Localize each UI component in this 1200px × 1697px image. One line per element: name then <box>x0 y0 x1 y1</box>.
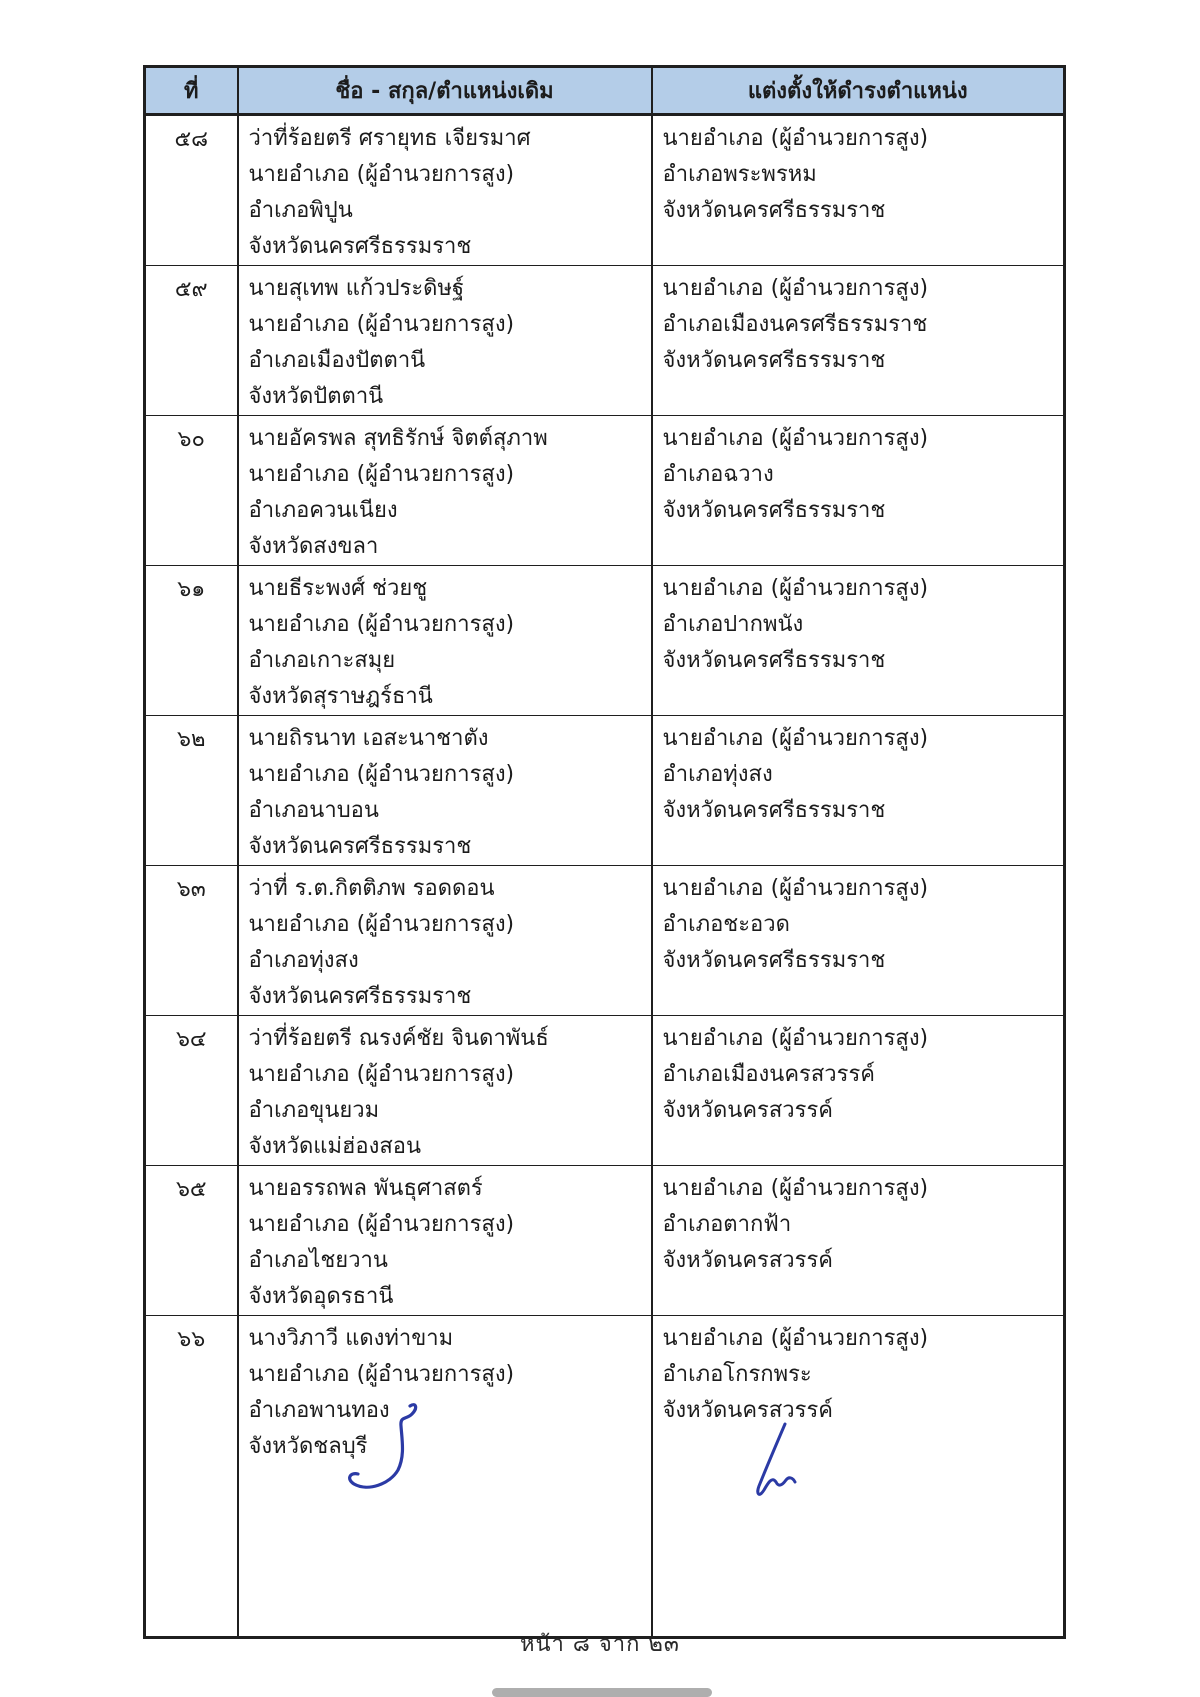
row-number: ๖๐ <box>145 416 238 566</box>
header-appointed-position: แต่งตั้งให้ดำรงตำแหน่ง <box>652 67 1065 115</box>
appointed-title: นายอำเภอ (ผู้อำนวยการสูง) <box>662 1326 929 1351</box>
table-row <box>145 566 1065 716</box>
former-province: จังหวัดสงขลา <box>248 534 379 559</box>
appointed-title: นายอำเภอ (ผู้อำนวยการสูง) <box>662 276 929 301</box>
row-number: ๖๑ <box>145 566 238 716</box>
former-title: นายอำเภอ (ผู้อำนวยการสูง) <box>248 1362 515 1387</box>
appointed-province: จังหวัดนครศรีธรรมราช <box>662 348 886 373</box>
former-district: อำเภอนาบอน <box>248 798 379 823</box>
former-title: นายอำเภอ (ผู้อำนวยการสูง) <box>248 612 515 637</box>
former-province: จังหวัดสุราษฎร์ธานี <box>248 684 433 709</box>
former-district: อำเภอเมืองปัตตานี <box>248 348 426 373</box>
table-row <box>145 266 1065 416</box>
person-name: ว่าที่ร้อยตรี ศรายุทธ เจียรมาศ <box>248 126 531 151</box>
appointed-position-cell <box>652 115 1065 266</box>
person-name: นายธีระพงศ์ ช่วยชู <box>248 576 428 601</box>
former-district: อำเภอไชยวาน <box>248 1248 388 1273</box>
former-province: จังหวัดนครศรีธรรมราช <box>248 234 472 259</box>
person-name: ว่าที่ ร.ต.กิตติภพ รอดดอน <box>248 876 495 901</box>
appointed-title: นายอำเภอ (ผู้อำนวยการสูง) <box>662 876 929 901</box>
table-row <box>145 1166 1065 1316</box>
appointed-province: จังหวัดนครสวรรค์ <box>662 1098 833 1123</box>
appointed-province: จังหวัดนครสวรรค์ <box>662 1248 833 1273</box>
person-name: นางวิภาวี แดงท่าขาม <box>248 1326 454 1351</box>
appointed-province: จังหวัดนครศรีธรรมราช <box>662 798 886 823</box>
former-title: นายอำเภอ (ผู้อำนวยการสูง) <box>248 1062 515 1087</box>
former-position-cell <box>238 416 652 566</box>
former-district: อำเภอขุนยวม <box>248 1098 380 1123</box>
appointed-district: อำเภอเมืองนครศรีธรรมราช <box>662 312 928 337</box>
person-name: นายอัครพล สุทธิรักษ์ จิตต์สุภาพ <box>248 426 548 451</box>
appointment-table <box>143 65 1066 1639</box>
table-row <box>145 1016 1065 1166</box>
row-number: ๖๖ <box>145 1316 238 1638</box>
appointed-province: จังหวัดนครศรีธรรมราช <box>662 198 886 223</box>
appointed-position-cell <box>652 566 1065 716</box>
table-row <box>145 115 1065 266</box>
former-province: จังหวัดนครศรีธรรมราช <box>248 834 472 859</box>
former-district: อำเภอพิปูน <box>248 198 353 223</box>
appointed-position-cell <box>652 866 1065 1016</box>
appointed-title: นายอำเภอ (ผู้อำนวยการสูง) <box>662 126 929 151</box>
former-title: นายอำเภอ (ผู้อำนวยการสูง) <box>248 762 515 787</box>
table-header-row <box>145 67 1065 115</box>
former-position-cell <box>238 115 652 266</box>
former-province: จังหวัดอุดรธานี <box>248 1284 394 1309</box>
former-position-cell <box>238 866 652 1016</box>
appointed-province: จังหวัดนครศรีธรรมราช <box>662 648 886 673</box>
appointed-province: จังหวัดนครศรีธรรมราช <box>662 498 886 523</box>
person-name: นายถิรนาท เอสะนาชาตัง <box>248 726 489 751</box>
former-position-cell <box>238 566 652 716</box>
former-title: นายอำเภอ (ผู้อำนวยการสูง) <box>248 462 515 487</box>
former-position-cell <box>238 1316 652 1638</box>
appointed-position-cell <box>652 1316 1065 1638</box>
header-no: ที่ <box>145 67 238 115</box>
row-number: ๖๓ <box>145 866 238 1016</box>
page-number-label: หน้า ๘ จาก ๒๓ <box>520 1632 680 1657</box>
former-position-cell <box>238 716 652 866</box>
person-name: นายสุเทพ แก้วประดิษฐ์ <box>248 276 465 301</box>
table-row <box>145 716 1065 866</box>
former-district: อำเภอเกาะสมุย <box>248 648 396 673</box>
appointed-district: อำเภอชะอวด <box>662 912 790 937</box>
table-row <box>145 866 1065 1016</box>
appointed-district: อำเภอพระพรหม <box>662 162 817 187</box>
appointed-district: อำเภอโกรกพระ <box>662 1362 812 1387</box>
person-name: ว่าที่ร้อยตรี ณรงค์ชัย จินดาพันธ์ <box>248 1026 549 1051</box>
appointed-position-cell <box>652 1166 1065 1316</box>
former-title: นายอำเภอ (ผู้อำนวยการสูง) <box>248 912 515 937</box>
row-number: ๕๙ <box>145 266 238 416</box>
former-title: นายอำเภอ (ผู้อำนวยการสูง) <box>248 1212 515 1237</box>
former-title: นายอำเภอ (ผู้อำนวยการสูง) <box>248 312 515 337</box>
appointed-district: อำเภอปากพนัง <box>662 612 804 637</box>
row-number: ๖๒ <box>145 716 238 866</box>
person-name: นายอรรถพล พันธุศาสตร์ <box>248 1176 483 1201</box>
row-number: ๖๔ <box>145 1016 238 1166</box>
former-district: อำเภอทุ่งสง <box>248 948 359 973</box>
appointed-position-cell <box>652 716 1065 866</box>
appointed-position-cell <box>652 266 1065 416</box>
appointed-district: อำเภอทุ่งสง <box>662 762 773 787</box>
former-province: จังหวัดนครศรีธรรมราช <box>248 984 472 1009</box>
appointed-title: นายอำเภอ (ผู้อำนวยการสูง) <box>662 426 929 451</box>
former-position-cell <box>238 1016 652 1166</box>
appointed-district: อำเภอเมืองนครสวรรค์ <box>662 1062 875 1087</box>
header-name-former-position: ชื่อ - สกุล/ตำแหน่งเดิม <box>238 67 652 115</box>
former-district: อำเภอควนเนียง <box>248 498 398 523</box>
appointed-title: นายอำเภอ (ผู้อำนวยการสูง) <box>662 1026 929 1051</box>
former-position-cell <box>238 266 652 416</box>
table-row <box>145 416 1065 566</box>
appointed-title: นายอำเภอ (ผู้อำนวยการสูง) <box>662 726 929 751</box>
former-position-cell <box>238 1166 652 1316</box>
former-district: อำเภอพานทอง <box>248 1398 390 1423</box>
appointed-district: อำเภอฉวาง <box>662 462 774 487</box>
appointed-province: จังหวัดนครสวรรค์ <box>662 1398 833 1423</box>
bottom-scroll-bar[interactable] <box>492 1688 712 1697</box>
appointed-district: อำเภอตากฟ้า <box>662 1212 792 1237</box>
table-row <box>145 1316 1065 1638</box>
appointed-title: นายอำเภอ (ผู้อำนวยการสูง) <box>662 1176 929 1201</box>
appointed-title: นายอำเภอ (ผู้อำนวยการสูง) <box>662 576 929 601</box>
row-number: ๕๘ <box>145 115 238 266</box>
appointed-position-cell <box>652 416 1065 566</box>
appointed-position-cell <box>652 1016 1065 1166</box>
former-province: จังหวัดแม่ฮ่องสอน <box>248 1134 422 1159</box>
former-province: จังหวัดปัตตานี <box>248 384 384 409</box>
former-province: จังหวัดชลบุรี <box>248 1434 368 1459</box>
former-title: นายอำเภอ (ผู้อำนวยการสูง) <box>248 162 515 187</box>
appointed-province: จังหวัดนครศรีธรรมราช <box>662 948 886 973</box>
row-number: ๖๕ <box>145 1166 238 1316</box>
